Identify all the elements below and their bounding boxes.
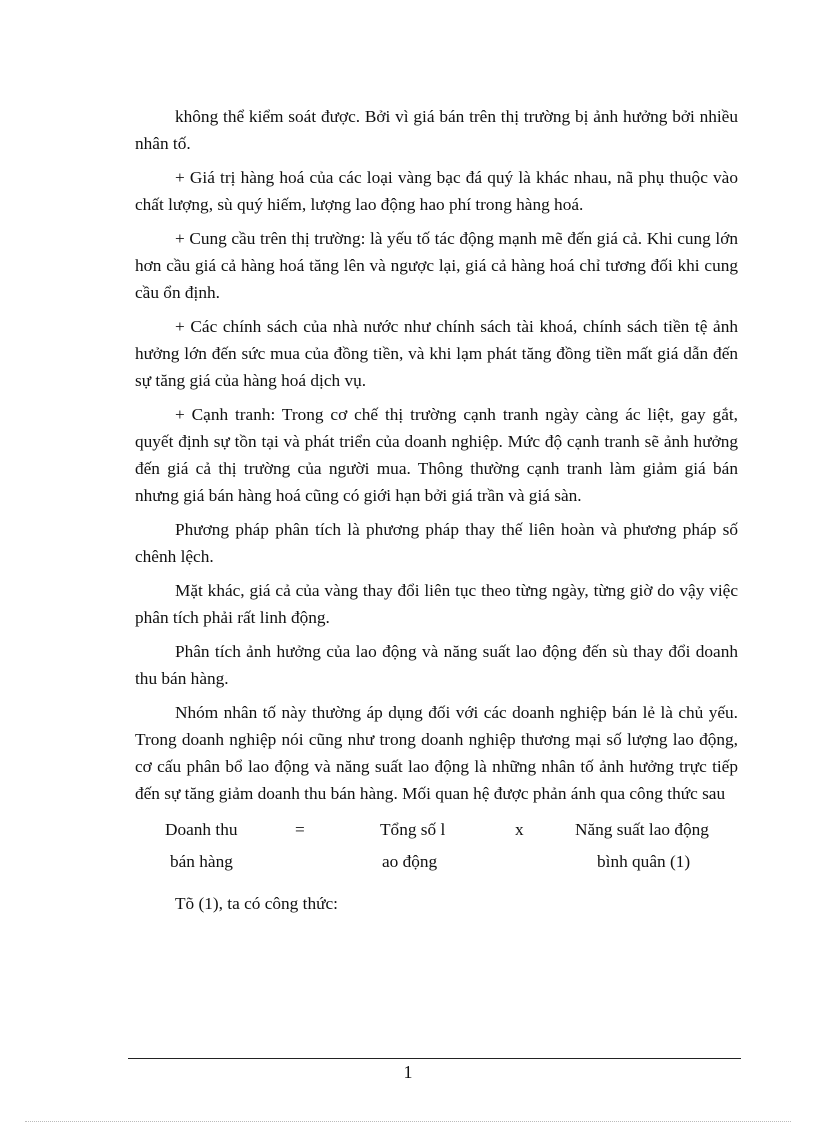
paragraph-4: + Các chính sách của nhà nước như chính sách tài khoá, chính sách tiền tệ ảnh hưởng lớn đến sức mua của đồng tiền, và khi lạm phát tăng đồng tiền mất giá dẫn đến sự tăng giá của hàng hoá dịch vụ. bbox=[135, 317, 738, 390]
formula-lead-in: Tõ (1), ta có công thức: bbox=[175, 894, 338, 913]
formula-equals: = bbox=[295, 820, 305, 839]
formula-productivity-cont: bình quân (1) bbox=[597, 852, 691, 871]
paragraph-2: + Giá trị hàng hoá của các loại vàng bạc đá quý là khác nhau, nã phụ thuộc vào chất lượng, sù quý hiếm, lượng lao động hao phí trong hàng hoá. bbox=[135, 168, 738, 214]
paragraph-7: Mặt khác, giá cả của vàng thay đổi liên tục theo từng ngày, từng giờ do vậy việc phân tích phải rất linh động. bbox=[135, 581, 738, 627]
formula-total-workers-cont: ao động bbox=[382, 852, 438, 871]
paragraph-1: không thể kiểm soát được. Bởi vì giá bán trên thị trường bị ảnh hưởng bởi nhiều nhân tố. bbox=[135, 107, 738, 153]
page-body bbox=[135, 103, 738, 917]
paragraph-6: Phương pháp phân tích là phương pháp thay thế liên hoàn và phương pháp số chênh lệch. bbox=[135, 520, 738, 566]
paragraph-5: + Cạnh tranh: Trong cơ chế thị trường cạnh tranh ngày càng ác liệt, gay gắt, quyết định sự tồn tại và phát triển của doanh nghiệp. Mức độ cạnh tranh sẽ ảnh hưởng đến giá cả thị trường của người mua. Thông thường cạnh tranh làm giảm giá bán nhưng giá bán hàng hoá cũng có giới hạn bởi giá trần và giá sàn. bbox=[135, 405, 738, 505]
formula-revenue: Doanh thu bbox=[165, 820, 238, 839]
footer-rule bbox=[128, 1058, 741, 1059]
formula-times: x bbox=[515, 820, 524, 839]
page-edge-dots bbox=[25, 1121, 791, 1122]
page-number: 1 bbox=[403, 1062, 413, 1082]
paragraph-8: Phân tích ảnh hưởng của lao động và năng suất lao động đến sù thay đổi doanh thu bán hàng. bbox=[135, 642, 738, 688]
formula-revenue-cont: bán hàng bbox=[170, 852, 233, 871]
formula-total-workers: Tổng số l bbox=[380, 820, 446, 839]
formula bbox=[135, 814, 738, 878]
paragraph-3: + Cung cầu trên thị trường: là yếu tố tác động mạnh mẽ đến giá cả. Khi cung lớn hơn cầu giá cả hàng hoá tăng lên và ngược lại, giá cả hàng hoá chỉ tương đối khi cung cầu ổn định. bbox=[135, 229, 738, 302]
paragraph-9: Nhóm nhân tố này thường áp dụng đối với các doanh nghiệp bán lẻ là chủ yếu. Trong doanh nghiệp nói cũng như trong doanh nghiệp thương mại số lượng lao động, cơ cấu phân bổ lao động và năng suất lao động là những nhân tố ảnh hưởng trực tiếp đến sự tăng giảm doanh thu bán hàng. Mối quan hệ được phản ánh qua công thức sau bbox=[135, 703, 738, 803]
formula-productivity: Năng suất lao động bbox=[575, 820, 709, 839]
formula-row-1 bbox=[135, 814, 738, 846]
formula-row-2 bbox=[135, 846, 738, 878]
